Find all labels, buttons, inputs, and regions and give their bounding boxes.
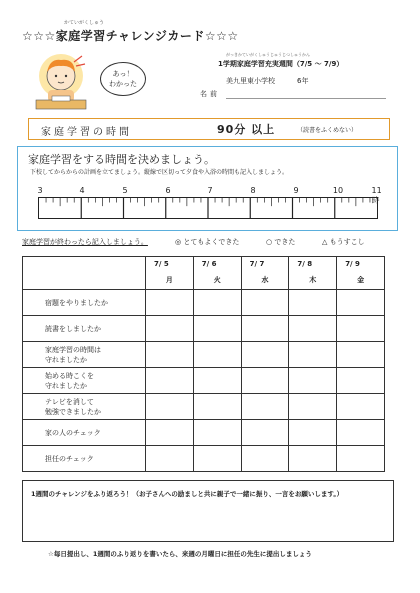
day-of-week: 金 xyxy=(357,276,365,284)
reflection-prompt: 1週間のチャレンジをふり返ろう！（お子さんへの励ましと共に親子で一緒に振り、一言をお願いします。） xyxy=(31,490,344,498)
study-time-box xyxy=(28,118,390,140)
week-subtitle: 1学期家庭学習充実週間（7/5 ～ 7/9） xyxy=(218,60,344,68)
check-cell[interactable] xyxy=(241,342,289,368)
study-time-value: 90分 以上 xyxy=(217,123,276,136)
legend-good: ○ できた xyxy=(266,238,296,246)
hour-label: 10 xyxy=(332,186,344,195)
hour-label: 7 xyxy=(207,186,213,195)
row-label: 始める時こくを 守れましたか xyxy=(23,368,146,394)
child-studying-illustration xyxy=(30,52,92,112)
day-date: 7/ 8 xyxy=(297,260,313,268)
check-cell[interactable] xyxy=(193,420,241,446)
check-cell[interactable] xyxy=(146,446,194,472)
check-cell[interactable] xyxy=(193,368,241,394)
day-of-week: 火 xyxy=(213,276,221,284)
day-date: 7/ 5 xyxy=(154,260,169,268)
check-cell[interactable] xyxy=(193,290,241,316)
table-row xyxy=(23,446,385,472)
table-row xyxy=(23,316,385,342)
book xyxy=(52,96,70,101)
row-label: 家の人のチェック xyxy=(23,420,146,446)
hour-label: 5 xyxy=(122,186,128,195)
school-name: 美九里東小学校 xyxy=(226,77,275,85)
check-cell[interactable] xyxy=(146,368,194,394)
day-date: 7/ 7 xyxy=(249,260,265,268)
check-cell[interactable] xyxy=(337,290,385,316)
grade: 6年 xyxy=(297,77,309,85)
check-cell[interactable] xyxy=(337,342,385,368)
desk xyxy=(36,100,86,109)
check-cell[interactable] xyxy=(289,420,337,446)
check-cell[interactable] xyxy=(146,420,194,446)
hour-label: 9 xyxy=(293,186,299,195)
hour-label: 6 xyxy=(165,186,171,195)
check-cell[interactable] xyxy=(241,290,289,316)
study-time-label: 家庭学習の時間 xyxy=(41,127,132,138)
legend-try-more: △ もうすこし xyxy=(322,238,365,246)
check-cell[interactable] xyxy=(146,290,194,316)
check-cell[interactable] xyxy=(146,394,194,420)
check-cell[interactable] xyxy=(193,446,241,472)
review-instruction: 家庭学習が終わったら記入しましょう。 xyxy=(22,238,148,246)
subtitle-ruby: がっきかていがくしゅうじゅうじつしゅうかん xyxy=(226,52,310,57)
footer-note: ☆毎日提出し、1週間のふり返りを書いたら、来週の月曜日に担任の先生に提出しましょう xyxy=(48,550,312,558)
name-label: 名前 xyxy=(200,90,220,98)
row-label: 家庭学習の時間は 守れましたか xyxy=(23,342,146,368)
timeline-ruler[interactable] xyxy=(38,197,378,219)
card-title: ☆☆☆家庭学習チャレンジカード☆☆☆ xyxy=(22,29,239,43)
speech-bubble xyxy=(100,62,146,96)
row-label: 読書をしましたか xyxy=(23,316,146,342)
plan-title: 家庭学習をする時間を決めましょう。 xyxy=(28,153,215,166)
check-cell[interactable] xyxy=(193,394,241,420)
check-cell[interactable] xyxy=(337,420,385,446)
table-header-row xyxy=(23,257,385,290)
day-header xyxy=(337,257,385,290)
hour-label: 8 xyxy=(250,186,256,195)
header-corner-cell xyxy=(23,257,146,290)
check-cell[interactable] xyxy=(193,342,241,368)
check-cell[interactable] xyxy=(241,420,289,446)
speech-line-1: あっ！ xyxy=(112,70,134,78)
check-cell[interactable] xyxy=(241,394,289,420)
row-label: 宿題をやりましたか xyxy=(23,290,146,316)
hour-label: 11時 xyxy=(371,186,382,205)
plan-box xyxy=(17,146,398,231)
table-row xyxy=(23,394,385,420)
row-label: テレビを消して 勉強できましたか xyxy=(23,394,146,420)
legend-excellent: ◎ とてもよくできた xyxy=(175,238,240,246)
check-cell[interactable] xyxy=(337,394,385,420)
check-cell[interactable] xyxy=(241,368,289,394)
day-header xyxy=(241,257,289,290)
reflection-box[interactable] xyxy=(22,480,394,542)
day-date: 7/ 9 xyxy=(345,260,360,268)
speech-line-2: わかった xyxy=(109,80,137,88)
check-cell[interactable] xyxy=(289,446,337,472)
day-header xyxy=(289,257,337,290)
title-ruby: かていがくしゅう xyxy=(64,20,105,26)
hour-label: 3 xyxy=(37,186,43,195)
row-label: 担任のチェック xyxy=(23,446,146,472)
check-cell[interactable] xyxy=(289,394,337,420)
day-date: 7/ 6 xyxy=(201,260,217,268)
check-cell[interactable] xyxy=(289,316,337,342)
check-cell[interactable] xyxy=(241,446,289,472)
check-cell[interactable] xyxy=(193,316,241,342)
table-row xyxy=(23,420,385,446)
check-cell[interactable] xyxy=(337,316,385,342)
check-cell[interactable] xyxy=(146,316,194,342)
study-time-note: （読書をふくめない） xyxy=(297,127,358,134)
check-cell[interactable] xyxy=(241,316,289,342)
check-cell[interactable] xyxy=(289,342,337,368)
day-header xyxy=(146,257,194,290)
check-cell[interactable] xyxy=(289,368,337,394)
hour-label: 4 xyxy=(79,186,85,195)
table-row xyxy=(23,342,385,368)
day-header xyxy=(193,257,241,290)
check-cell[interactable] xyxy=(337,446,385,472)
day-of-week: 水 xyxy=(261,276,269,284)
name-field[interactable] xyxy=(226,98,386,99)
day-of-week: 木 xyxy=(309,276,317,284)
plan-description: 下校してからからの計画を立てましょう。縦線で区切って夕食や入浴の時間も記入しましょう。 xyxy=(30,169,289,176)
table-row xyxy=(23,290,385,316)
check-cell[interactable] xyxy=(337,368,385,394)
check-table xyxy=(22,256,385,472)
check-cell[interactable] xyxy=(146,342,194,368)
check-cell[interactable] xyxy=(289,290,337,316)
day-of-week: 月 xyxy=(165,276,173,284)
table-row xyxy=(23,368,385,394)
